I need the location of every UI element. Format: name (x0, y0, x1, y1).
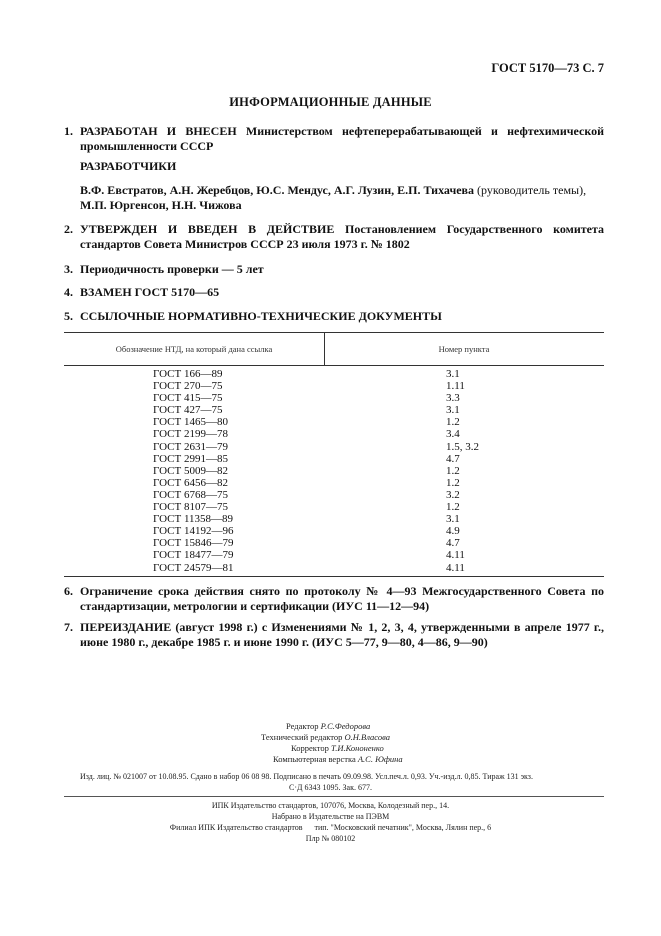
cell-clause: 3.4 (446, 428, 460, 441)
cell-document: ГОСТ 2199—78 (153, 428, 228, 441)
credit-editor: Редактор Р.С.Федорова (286, 721, 371, 731)
table-row (64, 453, 604, 465)
cell-clause: 3.1 (446, 368, 460, 380)
cell-document: ГОСТ 2631—79 (153, 440, 228, 453)
cell-document: ГОСТ 24579—81 (153, 561, 234, 574)
item-6 (64, 584, 604, 613)
item-text: ССЫЛОЧНЫЕ НОРМАТИВНО-ТЕХНИЧЕСКИЕ ДОКУМЕНТЫ (80, 309, 442, 323)
page-header: ГОСТ 5170—73 С. 7 (491, 61, 604, 75)
cell-clause: 1.5, 3.2 (446, 440, 479, 453)
developer-names-2: М.П. Юргенсон, Н.Н. Чижова (80, 197, 242, 212)
imprint-line-2: С·Д 6343 1095. Зак. 677. (289, 783, 372, 792)
item-text: РАЗРАБОТАН И ВНЕСЕН Министерством нефтеперерабатывающей и нефтехимической промышленности СССР (80, 124, 604, 153)
cell-document: ГОСТ 6456—82 (153, 476, 228, 489)
credit-layout: Компьютерная верстка А.С. Юфина (273, 754, 403, 764)
cell-clause: 3.3 (446, 392, 460, 405)
item-number: 2. (64, 222, 73, 236)
table-row (64, 549, 604, 561)
imprint-line-1: Изд. лиц. № 021007 от 10.08.95. Сдано в набор 06 08 98. Подписано в печать 09.09.98. Усл.печ.л. 0,93. Уч.-изд.л. 0,85. Тираж 131 экз. (80, 772, 533, 781)
cell-clause: 1.2 (446, 464, 460, 477)
cell-clause: 4.9 (446, 525, 460, 538)
table-row (64, 513, 604, 525)
table-header (64, 332, 604, 366)
cell-document: ГОСТ 15846—79 (153, 537, 234, 550)
page-title: ИНФОРМАЦИОННЫЕ ДАННЫЕ (229, 95, 432, 109)
item-number: 7. (64, 620, 73, 634)
publisher-line-2: Набрано в Издательстве на ПЭВМ (271, 812, 390, 821)
cell-document: ГОСТ 5009—82 (153, 464, 228, 477)
item-7 (64, 620, 604, 649)
cell-document: ГОСТ 6768—75 (153, 488, 228, 501)
item-3 (64, 262, 604, 277)
item-1 (64, 124, 604, 153)
cell-document: ГОСТ 1465—80 (153, 416, 228, 429)
cell-document: ГОСТ 11358—89 (153, 513, 234, 526)
table-body (64, 368, 604, 577)
table-row (64, 489, 604, 501)
table-row (64, 525, 604, 537)
cell-document: ГОСТ 2991—85 (153, 452, 228, 465)
table-row (64, 404, 604, 416)
item-text: УТВЕРЖДЕН И ВВЕДЕН В ДЕЙСТВИЕ Постановлением Государственного комитета стандартов Совета Министров СССР 23 июля 1973 г. № 1802 (80, 222, 604, 251)
table-row (64, 537, 604, 549)
developers-list (80, 183, 605, 212)
item-number: 3. (64, 262, 73, 276)
column-header-document: Обозначение НТД, на который дана ссылка (115, 344, 273, 354)
cell-clause: 3.2 (446, 488, 460, 501)
table-row (64, 392, 604, 404)
table-row (64, 465, 604, 477)
developer-role: (руководитель темы), (474, 183, 587, 197)
table-row (64, 428, 604, 440)
cell-document: ГОСТ 270—75 (153, 380, 223, 393)
credit-proofreader: Корректор Т.И.Кононенко (291, 743, 384, 753)
item-text: ПЕРЕИЗДАНИЕ (август 1998 г.) с Изменениями № 1, 2, 3, 4, утвержденными в апреле 1977 г., июне 1980 г., декабре 1985 г. и июне 1990 г. (ИУС 5—77, 9—80, 4—86, 9—90) (80, 620, 604, 649)
item-number: 4. (64, 285, 73, 299)
item-number: 1. (64, 124, 73, 138)
cell-clause: 4.11 (446, 549, 465, 562)
cell-clause: 4.7 (446, 452, 460, 465)
cell-document: ГОСТ 14192—96 (153, 525, 234, 538)
cell-clause: 1.2 (446, 476, 460, 489)
cell-clause: 1.2 (446, 416, 460, 429)
cell-document: ГОСТ 427—75 (153, 404, 223, 417)
divider (64, 796, 604, 797)
item-4 (64, 285, 604, 300)
item-number: 6. (64, 584, 73, 598)
table-row (64, 368, 604, 380)
table-row (64, 380, 604, 392)
table-row (64, 477, 604, 489)
table-row (64, 501, 604, 513)
item-text: Периодичность проверки — 5 лет (80, 262, 264, 276)
developers-heading: РАЗРАБОТЧИКИ (80, 159, 177, 173)
cell-clause: 4.7 (446, 537, 460, 550)
cell-document: ГОСТ 18477—79 (153, 549, 234, 562)
item-number: 5. (64, 309, 73, 323)
developer-names: В.Ф. Евстратов, А.Н. Жеребцов, Ю.С. Мендус, А.Г. Лузин, Е.П. Тихачева (80, 183, 475, 197)
cell-clause: 1.2 (446, 501, 460, 514)
table-row (64, 441, 604, 453)
item-2 (64, 222, 604, 251)
table-row (64, 416, 604, 428)
item-text: Ограничение срока действия снято по протоколу № 4—93 Межгосударственного Совета по стандартизации, метрологии и сертификации (ИУС 11—12—94) (80, 584, 604, 613)
cell-clause: 3.1 (446, 404, 460, 417)
publisher-line-4: Плр № 080102 (305, 834, 356, 843)
cell-clause: 4.11 (446, 561, 465, 574)
item-5 (64, 309, 604, 324)
cell-clause: 3.1 (446, 513, 460, 526)
cell-document: ГОСТ 415—75 (153, 392, 223, 405)
cell-document: ГОСТ 8107—75 (153, 501, 228, 514)
reference-table (64, 332, 604, 577)
publisher-line-3: Филиал ИПК Издательство стандартов тип. "Московский печатник", Москва, Лялин пер., 6 (169, 823, 492, 832)
cell-document: ГОСТ 166—89 (153, 368, 223, 380)
publisher-line-1: ИПК Издательство стандартов, 107076, Москва, Колодезный пер., 14. (211, 801, 450, 810)
column-header-clause: Номер пункта (438, 344, 490, 354)
item-text: ВЗАМЕН ГОСТ 5170—65 (80, 285, 220, 299)
table-row (64, 562, 604, 574)
credit-tech-editor: Технический редактор О.Н.Власова (261, 732, 390, 742)
cell-clause: 1.11 (446, 380, 465, 393)
